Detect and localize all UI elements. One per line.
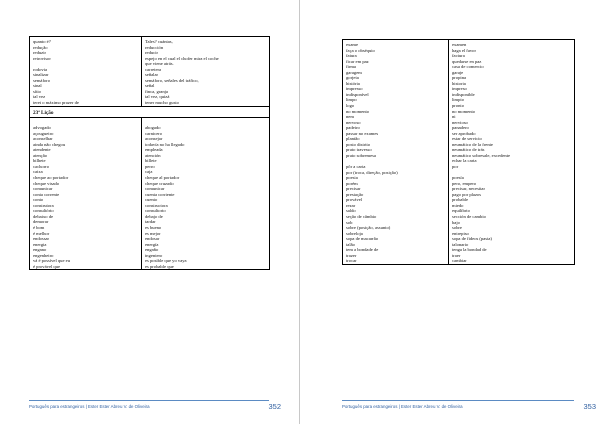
vocab-entry: panadero bbox=[452, 125, 469, 131]
vocab-entry: engano bbox=[33, 247, 47, 253]
vocab-entry: echar la carta bbox=[452, 158, 477, 164]
vocab-entry: es mejor bbox=[145, 230, 161, 236]
vocab-entry: sob bbox=[346, 219, 353, 225]
vocab-entry: que viene atrás. bbox=[145, 61, 174, 67]
vocab-entry: sobreloja bbox=[346, 230, 363, 236]
vocab-entry: cheque ao portador bbox=[33, 175, 69, 181]
vocab-entry: es bueno bbox=[145, 224, 162, 230]
vocab-entry: propina bbox=[452, 75, 467, 81]
vocab-entry: neumático de trás bbox=[452, 147, 485, 153]
vocab-entry: casa de comercio bbox=[452, 64, 484, 70]
right-page bbox=[300, 0, 600, 424]
vocab-entry: prato sobremesa bbox=[346, 152, 376, 158]
vocab-entry: sopa de macarrão bbox=[346, 236, 379, 242]
vocabulary-table-lesson-22-end bbox=[29, 36, 270, 270]
vocab-entry: história bbox=[346, 80, 360, 86]
vocab-entry: todavía no ha llegado bbox=[145, 141, 185, 147]
vocab-entry: caixa bbox=[33, 169, 43, 175]
vocab-entry: conto bbox=[33, 197, 44, 203]
vocab-entry: neumático sobresale, excedente bbox=[452, 152, 511, 158]
vocab-entry: comunicar bbox=[33, 186, 53, 192]
vocab-entry: señal bbox=[145, 83, 155, 89]
vocab-entry: sítio bbox=[33, 88, 41, 94]
vocab-entry: bajo bbox=[452, 219, 460, 225]
vocab-entry: pero, empero bbox=[452, 180, 477, 186]
vocab-entry: semáforo bbox=[33, 77, 51, 83]
vocab-entry: atenção bbox=[33, 152, 48, 158]
vocab-entry: traer bbox=[452, 252, 461, 258]
vocab-entry: pago por plazos bbox=[452, 191, 482, 197]
vocab-entry: cheque visado bbox=[33, 180, 60, 186]
vocab-entry: precisar bbox=[346, 186, 361, 192]
vocab-entry: reducción bbox=[145, 44, 164, 50]
footer-rule bbox=[29, 400, 269, 401]
vocab-entry: seção de câmbio bbox=[346, 213, 377, 219]
vocab-entry: nervioso bbox=[452, 119, 468, 125]
vocab-entry: ainda não chegou bbox=[33, 141, 66, 147]
vocab-entry: tener mucho gusto bbox=[145, 100, 179, 106]
vocab-entry: trazer bbox=[346, 252, 357, 258]
vocab-entry: por (troca, direção, posição) bbox=[346, 169, 398, 175]
vocab-entry: açougueiro bbox=[33, 130, 54, 136]
vocab-entry: tal vez bbox=[33, 94, 46, 100]
vocab-entry: nervoso bbox=[346, 119, 361, 125]
vocab-entry: passar no exames bbox=[346, 130, 379, 136]
vocabulary-table bbox=[342, 39, 575, 265]
vocab-entry: aconselhar bbox=[33, 136, 53, 142]
footer-credit: Português para estrangeiros | Ester Ester Abreu V. de Oliveira bbox=[29, 404, 150, 409]
vocab-entry: semáforo, señales del tráfico, bbox=[145, 77, 199, 83]
footer-credit: Português para estrangeiros | Ester Ester Abreu V. de Oliveira bbox=[342, 404, 463, 409]
vocab-entry: sinal bbox=[33, 83, 42, 89]
vocab-entry: quedarse en paz bbox=[452, 58, 482, 64]
vocab-entry: terei o máximo prazer de bbox=[33, 100, 79, 106]
vocab-entry: talão bbox=[346, 241, 355, 247]
vocab-entry: atención bbox=[145, 152, 161, 158]
vocab-entry: sopa de fideos (pasta) bbox=[452, 236, 492, 242]
vocab-entry: conta corrente bbox=[33, 191, 60, 197]
vocab-entry: señalar bbox=[145, 72, 159, 78]
vocab-entry: posto distrito bbox=[346, 141, 371, 147]
vocab-entry: cambiar bbox=[452, 258, 467, 264]
vocab-entry: garagem bbox=[346, 69, 362, 75]
vocab-entry: es probable que bbox=[145, 263, 174, 269]
vocab-entry: trocar bbox=[346, 258, 357, 264]
vocab-entry: es posible que yo vaya bbox=[145, 258, 187, 264]
vocab-entry: gorjeta bbox=[346, 75, 359, 81]
vocab-entry: cheque al portador bbox=[145, 175, 180, 181]
vocab-entry: é bom bbox=[33, 224, 45, 230]
vocab-entry: comunicar bbox=[145, 186, 165, 192]
vocab-entry: rezar bbox=[346, 202, 356, 208]
vocab-entry: poesía bbox=[452, 175, 464, 181]
vocab-entry: logo bbox=[346, 103, 355, 109]
vocab-entry: ser aprobado bbox=[452, 130, 476, 136]
vocab-entry: miedo bbox=[452, 202, 464, 208]
vocab-entry: energía bbox=[145, 241, 159, 247]
vocab-entry: fatura bbox=[346, 53, 357, 59]
portuguese-column bbox=[30, 37, 142, 107]
vocab-entry: cuento bbox=[145, 197, 158, 203]
portuguese-column bbox=[343, 40, 449, 265]
vocab-entry: talonario bbox=[452, 241, 469, 247]
vocab-entry: historia bbox=[452, 80, 466, 86]
vocab-entry: tem a bondade de bbox=[346, 247, 379, 253]
vocab-entry: retrovisor bbox=[33, 55, 51, 61]
vocab-entry: endosar bbox=[145, 236, 160, 242]
vocab-entry: firma bbox=[346, 64, 356, 70]
vocab-entry: cuenta corriente bbox=[145, 191, 175, 197]
footer-rule bbox=[342, 400, 574, 401]
vocab-entry: limpio bbox=[452, 97, 464, 103]
vocab-entry: constructora bbox=[145, 202, 168, 208]
vocab-entry: no momento bbox=[346, 108, 370, 114]
vocab-entry: porém bbox=[346, 180, 358, 186]
vocab-entry: sección de cambio bbox=[452, 213, 486, 219]
vocab-entry: probable bbox=[452, 197, 469, 203]
vocab-entry: abogado bbox=[145, 125, 161, 131]
vocab-entry: construtora bbox=[33, 202, 54, 208]
vocab-entry: engaño bbox=[145, 247, 159, 253]
vocab-entry: garaje bbox=[452, 69, 464, 75]
vocab-entry: indisponible bbox=[452, 91, 475, 97]
lesson-title: 23ª Lição bbox=[33, 109, 54, 116]
vocab-entry: finca, granja bbox=[145, 88, 168, 94]
spanish-column bbox=[142, 37, 270, 107]
vocab-entry: cheque cruzado bbox=[145, 180, 174, 186]
vocab-entry: equilibrio bbox=[452, 208, 470, 214]
vocab-entry: estar de servicio bbox=[452, 136, 482, 142]
vocab-entry: demorar bbox=[33, 219, 49, 225]
vocab-entry: carnicero bbox=[145, 130, 163, 136]
vocab-entry: endossar bbox=[33, 236, 50, 242]
vocab-entry: advogado bbox=[33, 125, 51, 131]
vocab-entry: ni bbox=[452, 114, 456, 120]
vocab-entry: examen bbox=[452, 42, 467, 47]
page-footer bbox=[342, 400, 596, 414]
spanish-column bbox=[142, 117, 270, 270]
vocab-entry: entrepiso bbox=[452, 230, 469, 236]
vocab-entry: precisar, necesitar bbox=[452, 186, 485, 192]
vocab-entry: limpo bbox=[346, 97, 357, 103]
vocab-entry: Tales? cuántas, bbox=[145, 39, 173, 44]
vocab-entry: energia bbox=[33, 241, 47, 247]
vocab-entry: empleada bbox=[145, 147, 163, 153]
vocab-entry: sinalizar bbox=[33, 72, 49, 78]
vocab-entry: tardar bbox=[145, 219, 156, 225]
vocab-entry: plantão bbox=[346, 136, 360, 142]
vocab-entry: pôr a carta bbox=[346, 164, 366, 170]
vocab-entry: quanto é? bbox=[33, 39, 51, 44]
spanish-column bbox=[449, 40, 575, 265]
vocab-entry: redução bbox=[33, 44, 48, 50]
vocab-entry: nem bbox=[346, 114, 354, 120]
vocab-entry: billete bbox=[145, 158, 157, 164]
vocab-entry: vá é possível que eu bbox=[33, 258, 70, 264]
vocab-entry: provável bbox=[346, 197, 363, 203]
vocab-entry: debaixo de bbox=[33, 213, 54, 219]
vocab-entry: sobre bbox=[452, 225, 462, 231]
vocab-entry: haga el favor bbox=[452, 47, 476, 53]
vocab-entry: cachorro bbox=[33, 163, 50, 169]
vocab-entry: faça o obséquio bbox=[346, 47, 375, 53]
vocab-entry: neumático de la frente bbox=[452, 141, 493, 147]
vocab-entry: por bbox=[452, 164, 459, 170]
vocab-entry: poesia bbox=[346, 175, 358, 181]
vocab-entry: reducir bbox=[145, 50, 159, 56]
vocab-entry: consultório bbox=[33, 208, 54, 214]
vocab-entry: sobre (posição, assunto) bbox=[346, 225, 391, 231]
vocab-entry: exame bbox=[346, 42, 358, 47]
lesson-heading-cell bbox=[30, 106, 270, 117]
vocab-entry: prato travesso bbox=[346, 147, 372, 153]
vocab-entry: tenga la bondad de bbox=[452, 247, 487, 253]
vocab-entry: no momento bbox=[452, 108, 476, 114]
vocab-entry: impresso bbox=[346, 86, 363, 92]
page-number: 353 bbox=[583, 402, 596, 411]
vocab-entry: reduzir bbox=[33, 50, 47, 56]
page-footer bbox=[29, 400, 281, 414]
vocab-entry: é melhor bbox=[33, 230, 50, 236]
vocab-entry: espejo en el cual el chofer mira el coche bbox=[145, 55, 219, 61]
vocab-entry: consultorio bbox=[145, 208, 166, 214]
vocab-entry: ficar em paz bbox=[346, 58, 369, 64]
vocab-entry: padeiro bbox=[346, 125, 360, 131]
vocab-entry: bilhete bbox=[33, 158, 46, 164]
vocab-entry: perro bbox=[145, 163, 155, 169]
vocab-entry: atendente bbox=[33, 147, 51, 153]
vocab-entry: caja bbox=[145, 169, 153, 175]
vocab-entry: aconsejar bbox=[145, 136, 163, 142]
page-number: 352 bbox=[268, 402, 281, 411]
vocab-entry: factura bbox=[452, 53, 465, 59]
vocab-entry: engenheiro bbox=[33, 252, 54, 258]
vocab-entry: indisponível bbox=[346, 91, 369, 97]
portuguese-column bbox=[30, 117, 142, 270]
vocab-entry: ingeniero bbox=[145, 252, 163, 258]
vocab-entry: rodovia bbox=[33, 66, 48, 72]
vocab-entry: pronto bbox=[452, 103, 464, 109]
vocab-entry: impreso bbox=[452, 86, 467, 92]
vocab-entry: saldo bbox=[346, 208, 356, 214]
vocab-entry: debajo de bbox=[145, 213, 163, 219]
vocab-entry: é provável que bbox=[33, 263, 61, 269]
vocab-entry: tal vez, quizá bbox=[145, 94, 170, 100]
vocab-entry: prestação bbox=[346, 191, 364, 197]
vocab-entry: carretera bbox=[145, 66, 162, 72]
